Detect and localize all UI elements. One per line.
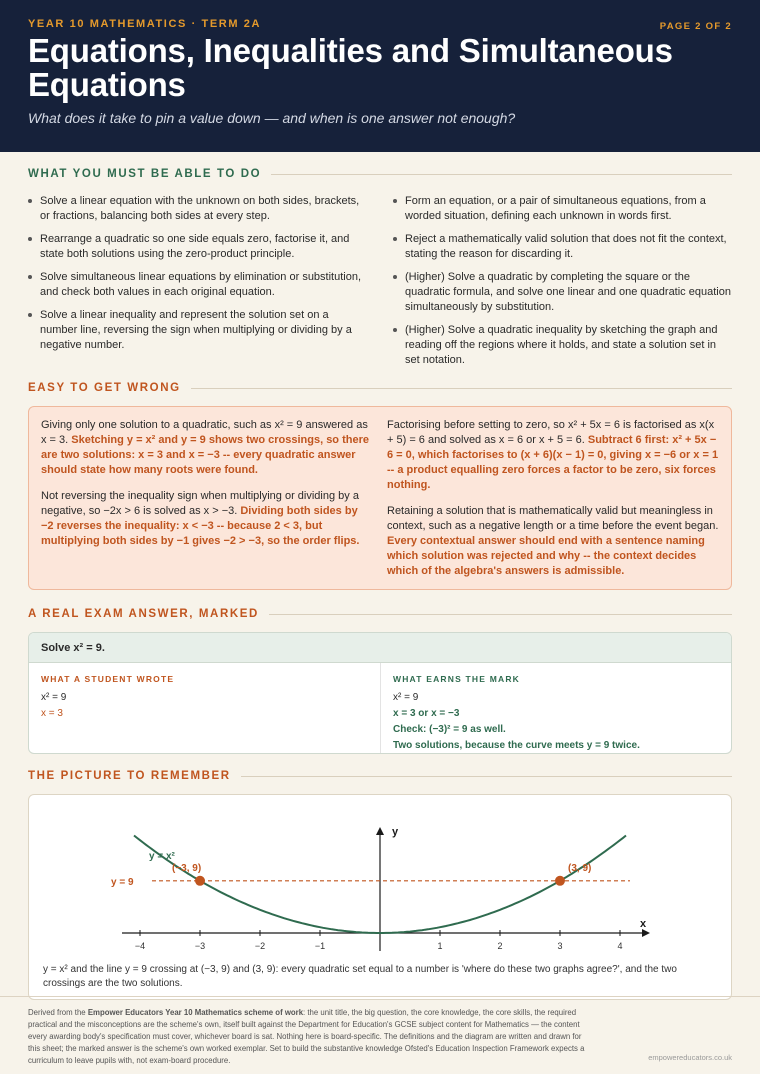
page-title <box>28 34 732 102</box>
source-note: Derived from the Empower Educators Year 10 Mathematics scheme of work: the unit title, the big question, the core knowledge, the core skills, the required practical and the misconceptions are the scheme's own, itself built against the Department for Education's GCSE subject content for Mathematics — the content every awarding body's specification must cover, whichever board is sat. Nothing here is board-specific. The definitions and the diagram are written and drawn for this sheet; the marked answer is the scheme's own worked exemplar. Set to build the substantive knowledge Ofsted's Education Inspection Framework expects a curriculum to leave pupils with, not exam-board procedure. <box>28 1008 585 1065</box>
mark-line: Check: (−3)² = 9 as well. <box>393 724 506 735</box>
quadratic-graph <box>29 795 731 960</box>
learn-section <box>0 168 760 376</box>
intersection-point <box>195 876 205 886</box>
list-item: Solve a linear equation with the unknown on both sides, brackets, or fractions, balancing both sides at every step. <box>28 194 367 224</box>
misconception-item: Retaining a solution that is mathematically valid but meaningless in context, such as a negative length or a time before the event began. Every contextual answer should end with a sentence naming which solution was rejected and why -- the context decides which of the algebra's answers is admissible. <box>387 505 719 577</box>
learn-heading: WHAT YOU MUST BE ABLE TO DO <box>28 168 732 180</box>
y-axis-label: y <box>392 826 399 838</box>
title-line-2: Equations <box>28 66 186 103</box>
exam-card <box>28 632 732 754</box>
point-label: (−3, 9) <box>172 862 202 874</box>
exam-question: Solve x² = 9. <box>29 633 731 663</box>
misconception-item: Giving only one solution to a quadratic, such as x² = 9 answered as x = 3. Sketching y = x² and y = 9 shows two crossings, so there are two solutions: x = 3 and x = −3 -- every quadratic answer should state how many roots were found. <box>41 419 369 476</box>
wrong-heading: EASY TO GET WRONG <box>28 382 732 394</box>
student-line: x² = 9 <box>41 692 67 703</box>
misconceptions-box <box>28 406 732 590</box>
mark-line: x² = 9 <box>393 692 419 703</box>
mark-line: Two solutions, because the curve meets y = 9 twice. <box>393 740 640 751</box>
x-tick-label: −2 <box>254 941 266 951</box>
picture-section <box>0 770 760 1000</box>
x-axis-label: x <box>640 918 647 930</box>
curve-label: y = x² <box>149 851 175 862</box>
page-footer <box>0 996 760 1074</box>
page-number: PAGE 2 OF 2 <box>659 21 732 32</box>
x-tick-label: −4 <box>134 941 146 951</box>
x-tick-label: 2 <box>497 941 503 951</box>
graph-card <box>28 794 732 1000</box>
x-tick-label: −1 <box>314 941 326 951</box>
site-url: empowereducators.co.uk <box>648 1053 732 1062</box>
x-tick-label: 3 <box>557 941 563 951</box>
point-label: (3, 9) <box>568 862 592 874</box>
exam-heading: A REAL EXAM ANSWER, MARKED <box>28 608 732 620</box>
intersection-point <box>555 876 565 886</box>
learn-list-right <box>393 194 732 376</box>
wrong-section <box>0 382 760 590</box>
list-item: Reject a mathematically valid solution that does not fit the context, stating the reason for discarding it. <box>393 232 732 262</box>
y-axis-arrow <box>376 827 384 835</box>
student-answer <box>29 663 380 754</box>
page-header <box>0 0 760 152</box>
x-tick-label: −3 <box>194 941 206 951</box>
graph-caption: y = x² and the line y = 9 crossing at (−3, 9) and (3, 9): every quadratic set equal to a number is 'where do these two graphs agree?', and the two crossings are the two solutions. <box>43 964 677 989</box>
learn-list-left <box>28 194 367 376</box>
model-answer <box>380 663 731 754</box>
x-tick-label: 4 <box>617 941 623 951</box>
list-item: Form an equation, or a pair of simultaneous equations, from a worded situation, defining each unknown in words first. <box>393 194 732 224</box>
horizontal-line-label: y = 9 <box>111 876 134 888</box>
picture-heading: THE PICTURE TO REMEMBER <box>28 770 732 782</box>
misconception-item: Not reversing the inequality sign when multiplying or dividing by a negative, so −2x > 6 is solved as x > −3. Dividing both sides by −2 reverses the inequality: x < −3 -- because 2 < 3, but multiplying both sides by −1 gives −2 > −3, so the order flips. <box>41 490 360 547</box>
misconception-item: Factorising before setting to zero, so x² + 5x = 6 is factorised as x(x + 5) = 6 and solved as x = 6 or x + 5 = 6. Subtract 6 first: x² + 5x − 6 = 0, which factorises to (x + 6)(x − 1) = 0, giving x = −6 or x = 1 -- a product equalling zero forces a factor to be zero, six forces nothing. <box>387 419 719 491</box>
student-heading: WHAT A STUDENT WROTE <box>41 674 175 684</box>
mark-line: x = 3 or x = −3 <box>393 708 460 719</box>
x-axis-arrow <box>642 929 650 937</box>
list-item: Solve a linear inequality and represent the solution set on a number line, reversing the sign when multiplying or dividing by a negative number. <box>28 308 367 353</box>
exam-section <box>0 608 760 754</box>
list-item: (Higher) Solve a quadratic inequality by sketching the graph and reading off the regions where it holds, and state a solution set in set notation. <box>393 323 732 368</box>
list-item: Solve simultaneous linear equations by elimination or substitution, and check both values in each original equation. <box>28 270 367 300</box>
unit-kicker: YEAR 10 MATHEMATICS · TERM 2A <box>28 18 262 30</box>
list-item: (Higher) Solve a quadratic by completing the square or the quadratic formula, and solve one linear and one quadratic equation simultaneously by substitution. <box>393 270 732 315</box>
list-item: Rearrange a quadratic so one side equals zero, factorise it, and state both solutions using the zero-product principle. <box>28 232 367 262</box>
title-line-1: Equations, Inequalities and Simultaneous <box>28 32 673 69</box>
mark-heading: WHAT EARNS THE MARK <box>393 674 520 684</box>
x-tick-label: 1 <box>437 941 443 951</box>
student-line: x = 3 <box>41 708 63 719</box>
big-question: What does it take to pin a value down — and when is one answer not enough? <box>28 110 516 126</box>
